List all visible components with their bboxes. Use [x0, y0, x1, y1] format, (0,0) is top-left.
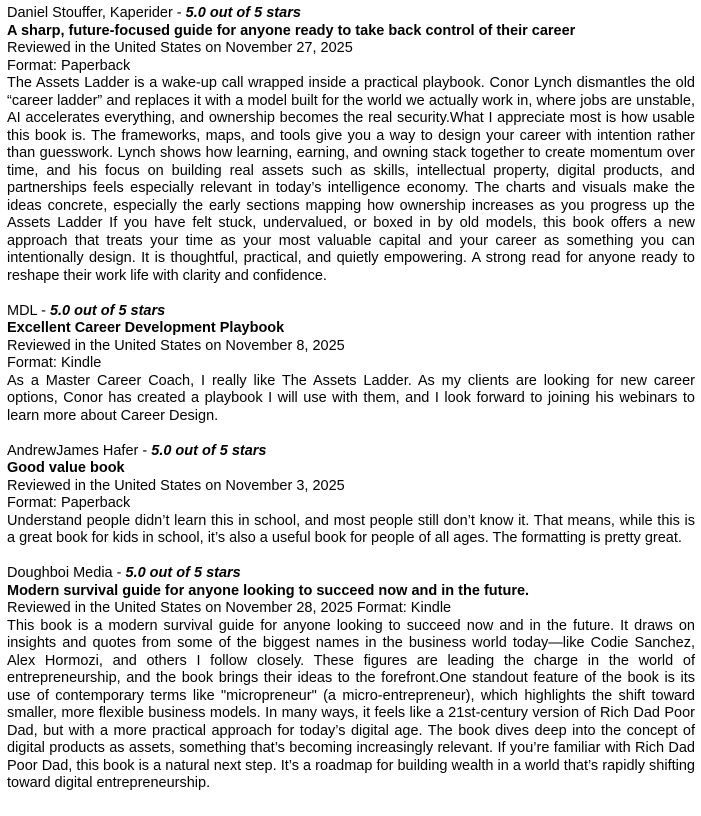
review-header — [7, 565, 695, 583]
review-header — [7, 303, 695, 321]
review-format: Format: Kindle — [7, 355, 102, 371]
header-separator: - — [172, 5, 186, 21]
review-body: This book is a modern survival guide for anyone looking to succeed now and in the future. It draws on insights and quotes from some of the biggest names in the business world today—like Codie Sanchez, Alex Hormozi, and others I follow closely. These figures are leading the charge in the world of entrepreneurship, and the book brings their ideas to the forefront.One standout feature of the book is its use of contemporary terms like "micropreneur" (a micro-entrepreneur), which highlights the shift toward smaller, more flexible business models. In many ways, it feels like a 21st-century version of Rich Dad Poor Dad, but with a more practical approach for today’s digital age. The book dives deep into the concept of digital products as assets, something that’s becoming increasingly relevant. If you’re familiar with Rich Dad Poor Dad, this book is a natural next step. It’s a roadmap for building wealth in a world that’s rapidly shifting toward digital entrepreneurship. — [7, 617, 695, 791]
review-title: Modern survival guide for anyone looking to succeed now and in the future. — [7, 582, 530, 599]
review-date: Reviewed in the United States on November 8, 2025 — [7, 337, 345, 354]
review-item — [7, 443, 695, 548]
review-item — [7, 5, 695, 285]
review-title: A sharp, future-focused guide for anyone ready to take back control of their career — [7, 22, 576, 39]
reviewer-name: AndrewJames Hafer — [7, 442, 139, 459]
reviews-list — [7, 5, 695, 810]
review-body: Understand people didn’t learn this in school, and most people still don’t know it. That means, while this is a great book for kids in school, it’s also a useful book for people of all ages. The formatting is pretty great. — [7, 512, 695, 546]
review-header — [7, 5, 695, 23]
review-body: The Assets Ladder is a wake-up call wrapped inside a practical playbook. Conor Lynch dismantles the old “career ladder” and replaces it with a model built for the world we actually work in, where jobs are unstable, AI accelerates everything, and ownership becomes the real security.What I appreciate most is how usable this book is. The frameworks, maps, and tools give you a way to design your career with intention rather than guesswork. Lynch shows how learning, earning, and owning stack together to create momentum over time, and his focus on building real assets such as skills, intellectual property, digital products, and partnerships feels especially relevant in today’s intelligence economy. The charts and visuals make the ideas concrete, especially the early sections mapping how ownership increases as you progress up the Assets Ladder If you have felt stuck, undervalued, or boxed in by old models, this book offers a new approach that treats your time as your most valuable capital and your career as something you can intentionally design. It is thoughtful, practical, and quietly empowering. A strong read for anyone ready to reshape their work life with clarity and confidence. — [7, 75, 695, 284]
review-body: As a Master Career Coach, I really like The Assets Ladder. As my clients are looking for new career options, Conor has created a playbook I will use with them, and I look forward to joining his webinars to learn more about Career Design. — [7, 372, 695, 424]
star-rating: 5.0 out of 5 stars — [125, 565, 241, 581]
header-separator: - — [112, 565, 126, 581]
review-date: Reviewed in the United States on November 27, 2025 — [7, 40, 353, 56]
review-title: Good value book — [7, 460, 125, 476]
review-format: Format: Paperback — [7, 57, 131, 74]
review-item — [7, 303, 695, 426]
review-item — [7, 565, 695, 793]
reviewer-name: Daniel Stouffer, Kaperider — [7, 5, 173, 21]
header-separator: - — [138, 442, 152, 459]
star-rating: 5.0 out of 5 stars — [151, 442, 267, 459]
review-date: Reviewed in the United States on November 28, 2025 Format: Kindle — [7, 600, 452, 616]
reviewer-name: MDL — [7, 302, 38, 319]
review-title: Excellent Career Development Playbook — [7, 320, 285, 336]
review-date: Reviewed in the United States on November 3, 2025 — [7, 477, 345, 494]
review-header — [7, 443, 695, 461]
review-format: Format: Paperback — [7, 495, 131, 511]
reviewer-name: Doughboi Media — [7, 565, 113, 581]
header-separator: - — [37, 302, 50, 319]
star-rating: 5.0 out of 5 stars — [185, 5, 301, 21]
star-rating: 5.0 out of 5 stars — [49, 302, 166, 319]
